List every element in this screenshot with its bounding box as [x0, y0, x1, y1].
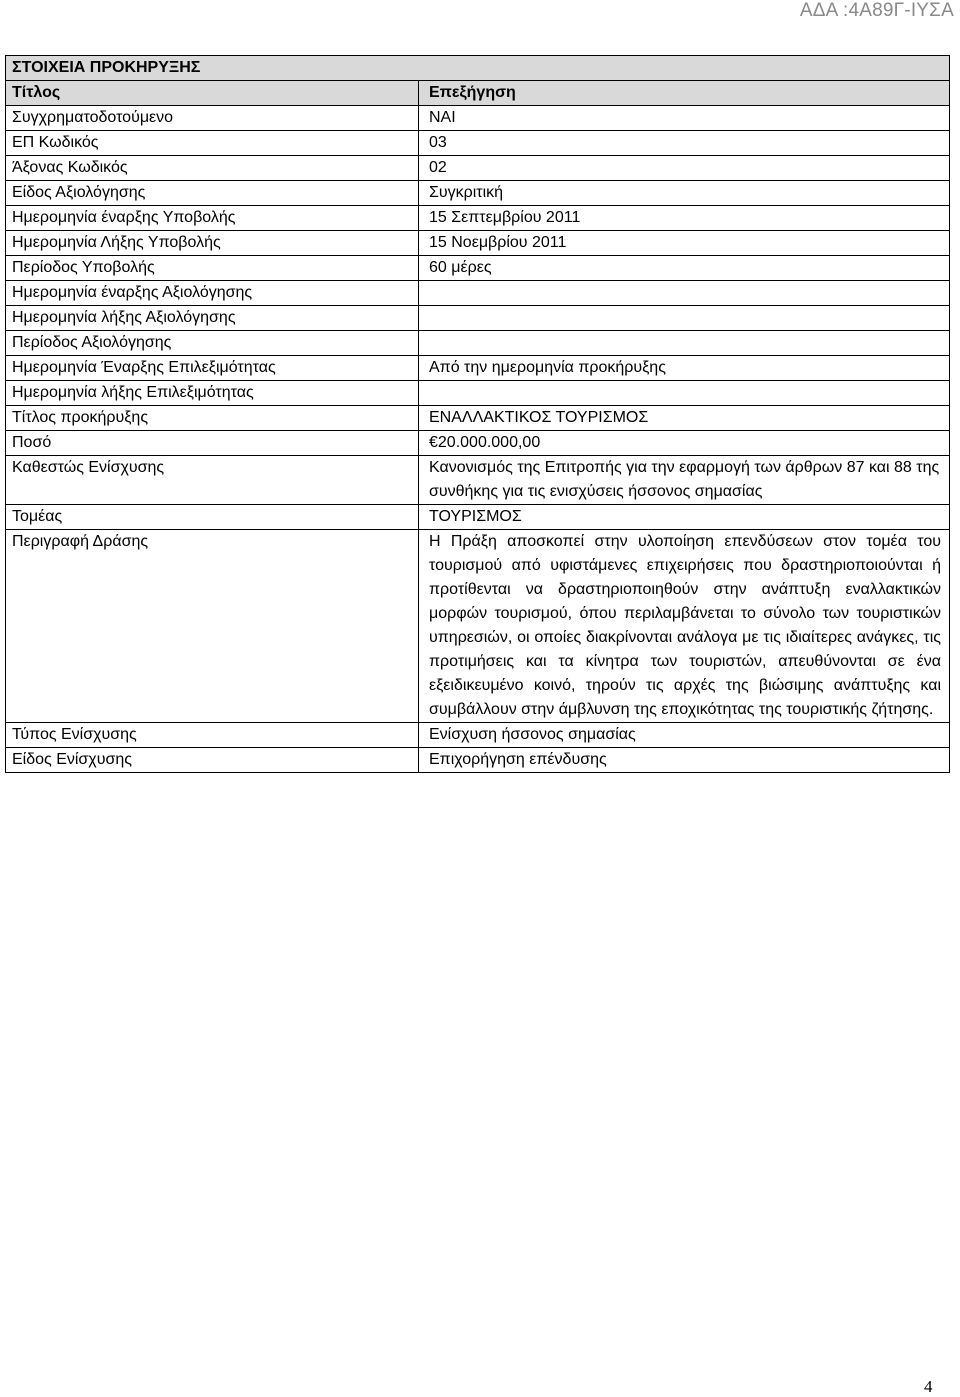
row-value: Από την ημερομηνία προκήρυξης [419, 356, 950, 381]
row-label: ΕΠ Κωδικός [6, 131, 419, 156]
row-value: 15 Νοεμβρίου 2011 [419, 231, 950, 256]
table-row [6, 530, 950, 723]
row-label: Τύπος Ενίσχυσης [6, 723, 419, 748]
row-value: 02 [419, 156, 950, 181]
row-label: Ημερομηνία Έναρξης Επιλεξιμότητας [6, 356, 419, 381]
row-label: Άξονας Κωδικός [6, 156, 419, 181]
table-row [6, 456, 950, 505]
row-value: 60 μέρες [419, 256, 950, 281]
row-value [419, 381, 950, 406]
row-label: Είδος Ενίσχυσης [6, 748, 419, 773]
row-value: Συγκριτική [419, 181, 950, 206]
row-value-description: Η Πράξη αποσκοπεί στην υλοποίηση επενδύσεων στον τομέα του τουρισμού από υφιστάμενες επιχειρήσεις που δραστηριοποιούνται ή προτίθενται να δραστηριοποιηθούν στην ανάπτυξη εναλλακτικών μορφών τουρισμού, όπου περιλαμβάνεται το σύνολο των τουριστικών υπηρεσιών, οι οποίες διακρίνονται ανάλογα με τις ιδιαίτερες ανάγκες, τις προτιμήσεις και τα κίνητρα των τουριστών, απευθύνονται σε ένα εξειδικευμένο κοινό, τηρούν τις αρχές της βιώσιμης ανάπτυξης και συμβάλλουν στην άμβλυνση της εποχικότητας της τουριστικής ζήτησης. [419, 530, 950, 723]
row-value: €20.000.000,00 [419, 431, 950, 456]
table-row [6, 231, 950, 256]
table-row [6, 256, 950, 281]
row-label: Ημερομηνία Λήξης Υποβολής [6, 231, 419, 256]
row-value: Επιχορήγηση επένδυσης [419, 748, 950, 773]
row-value: ΤΟΥΡΙΣΜΟΣ [419, 505, 950, 530]
table-row [6, 431, 950, 456]
table-row [6, 106, 950, 131]
table-row [6, 381, 950, 406]
row-value: ΝΑΙ [419, 106, 950, 131]
column-header-title: Τίτλος [6, 81, 419, 106]
column-header-explanation: Επεξήγηση [419, 81, 950, 106]
row-label: Περίοδος Υποβολής [6, 256, 419, 281]
row-label: Τομέας [6, 505, 419, 530]
table-row [6, 206, 950, 231]
table-row [6, 156, 950, 181]
row-value [419, 281, 950, 306]
column-header-row [6, 81, 950, 106]
announcement-details-table [5, 55, 950, 773]
section-title: ΣΤΟΙΧΕΙΑ ΠΡΟΚΗΡΥΞΗΣ [6, 56, 950, 81]
row-label: Ημερομηνία έναρξης Υποβολής [6, 206, 419, 231]
table-row [6, 331, 950, 356]
row-label: Περίοδος Αξιολόγησης [6, 331, 419, 356]
table-row [6, 723, 950, 748]
row-label: Ημερομηνία λήξης Επιλεξιμότητας [6, 381, 419, 406]
row-label: Ημερομηνία λήξης Αξιολόγησης [6, 306, 419, 331]
page-number: 4 [924, 1377, 933, 1396]
table-row [6, 181, 950, 206]
row-label: Συγχρηματοδοτούμενο [6, 106, 419, 131]
row-value [419, 306, 950, 331]
table-row [6, 131, 950, 156]
row-value: Κανονισμός της Επιτροπής για την εφαρμογή των άρθρων 87 και 88 της συνθήκης για τις ενισχύσεις ήσσονος σημασίας [419, 456, 950, 505]
row-label: Είδος Αξιολόγησης [6, 181, 419, 206]
row-label: Τίτλος προκήρυξης [6, 406, 419, 431]
row-label: Ημερομηνία έναρξης Αξιολόγησης [6, 281, 419, 306]
table-row [6, 306, 950, 331]
row-label: Ποσό [6, 431, 419, 456]
table-row [6, 505, 950, 530]
ada-code: ΑΔΑ :4Α89Γ-ΙΥΣΑ [799, 0, 954, 21]
table-row [6, 406, 950, 431]
row-label: Περιγραφή Δράσης [6, 530, 419, 723]
row-value: 03 [419, 131, 950, 156]
row-label: Καθεστώς Ενίσχυσης [6, 456, 419, 505]
section-title-row [6, 56, 950, 81]
row-value: 15 Σεπτεμβρίου 2011 [419, 206, 950, 231]
row-value: Ενίσχυση ήσσονος σημασίας [419, 723, 950, 748]
table-row [6, 356, 950, 381]
table-row [6, 281, 950, 306]
row-value [419, 331, 950, 356]
table-row [6, 748, 950, 773]
row-value: ΕΝΑΛΛΑΚΤΙΚΟΣ ΤΟΥΡΙΣΜΟΣ [419, 406, 950, 431]
